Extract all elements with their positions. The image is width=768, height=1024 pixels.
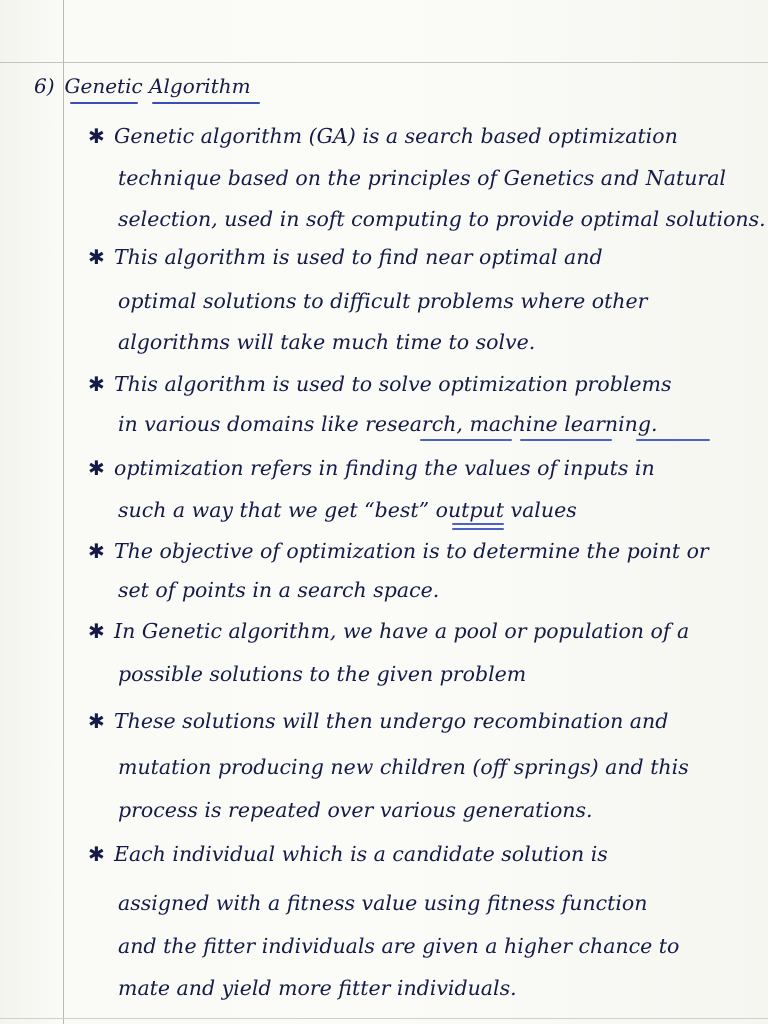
underline-learning [636,439,710,441]
underline-research [420,439,512,441]
note-line: ✱ Genetic algorithm (GA) is a search based optimization [88,118,678,154]
note-line: set of points in a search space. [118,578,440,602]
bullet-star-icon: ✱ [88,619,105,643]
note-line: such a way that we get “best” output values [118,498,577,522]
bullet-star-icon: ✱ [88,124,105,148]
note-line: ✱ Each individual which is a candidate solution is [88,836,608,872]
note-line: mate and yield more fitter individuals. [118,976,517,1000]
note-line: and the fitter individuals are given a higher chance to [118,934,680,958]
bullet-star-icon: ✱ [88,709,105,733]
underline-best-2 [452,528,504,530]
underline-best [452,523,504,525]
note-line: algorithms will take much time to solve. [118,330,536,354]
bullet-star-icon: ✱ [88,456,105,480]
note-line: ✱ These solutions will then undergo recombination and [88,703,668,739]
bullet-star-icon: ✱ [88,842,105,866]
section-heading [34,74,251,108]
section-title: Genetic Algorithm [64,74,251,98]
section-number: 6) [34,74,55,98]
bottom-rule [0,1018,768,1019]
heading-underline-1 [70,102,138,104]
heading-underline-2 [152,102,260,104]
underline-machine [520,439,612,441]
note-line: selection, used in soft computing to provide optimal solutions. [118,207,766,231]
note-line: assigned with a fitness value using fitness function [118,891,648,915]
note-line: ✱ In Genetic algorithm, we have a pool or population of a [88,613,689,649]
header-rule [0,62,768,63]
note-line: possible solutions to the given problem [118,662,527,686]
note-line: mutation producing new children (off springs) and this [118,755,689,779]
bullet-star-icon: ✱ [88,245,105,269]
bullet-star-icon: ✱ [88,372,105,396]
note-line: ✱ This algorithm is used to find near optimal and [88,239,603,275]
margin-rule [63,0,64,1024]
note-line: optimal solutions to difficult problems where other [118,289,648,313]
note-line: process is repeated over various generations. [118,798,593,822]
note-line: in various domains like research, machine learning. [118,412,658,436]
note-line: ✱ optimization refers in finding the values of inputs in [88,450,655,486]
note-line: ✱ This algorithm is used to solve optimization problems [88,366,671,402]
bullet-star-icon: ✱ [88,539,105,563]
note-line: technique based on the principles of Genetics and Natural [118,166,726,190]
note-line: ✱ The objective of optimization is to determine the point or [88,533,709,569]
